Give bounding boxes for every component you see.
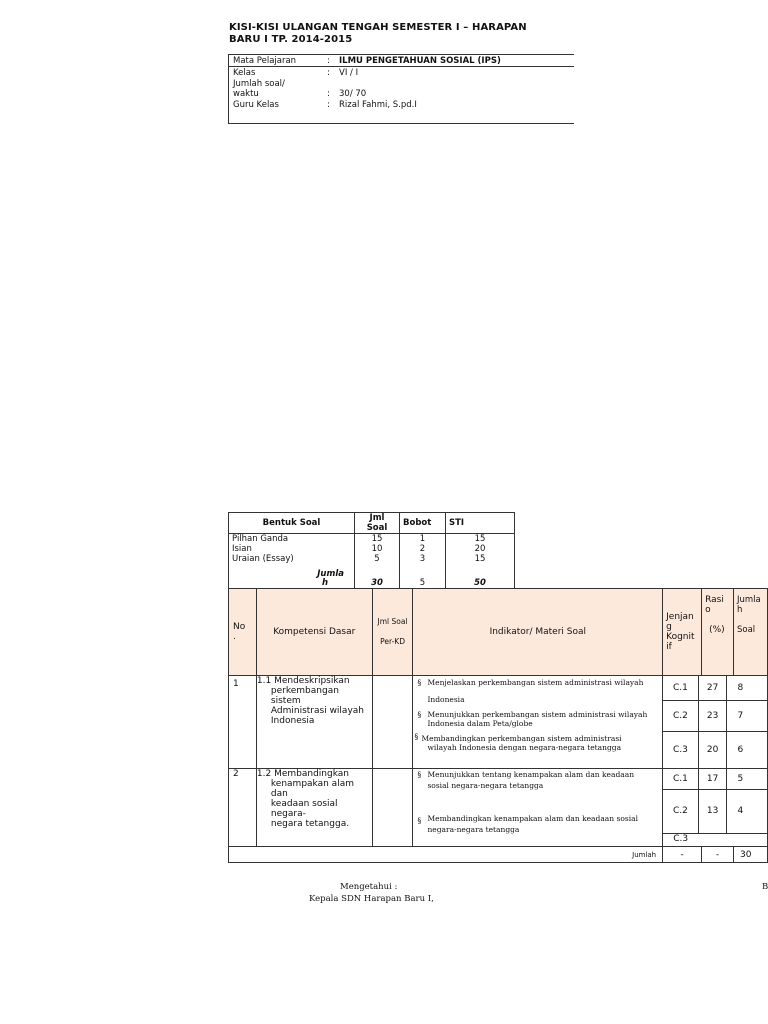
header-jml: Jml Soal Per-KD	[372, 589, 413, 676]
indikator-list	[413, 769, 663, 847]
info-separator	[229, 66, 574, 67]
bentuk-row: Isian 10 2 20	[229, 544, 515, 554]
header-jenjang: Jenjan g Kognit if	[663, 589, 702, 676]
header-jumlah: Jumla h Soal	[733, 589, 767, 676]
header-no: No .	[229, 589, 257, 676]
bentuk-jumlah-row: Jumla h 30 5 50	[229, 564, 515, 589]
document-title	[229, 22, 559, 46]
indikator-item: § Menunjukkan tentang kenampakan alam dan keadaan sosial negara-negara tetangga	[417, 770, 635, 790]
indikator-item: § Menjelaskan perkembangan sistem administrasi wilayah Indonesia	[417, 678, 644, 704]
signature-right-fragment: B	[762, 882, 768, 892]
signature-mengetahui: Mengetahui :	[340, 882, 398, 892]
kd-row-2: 2 1.2 Membandingkan kenampakan alam dan keadaan sosial negara- negara tetangga. § Menunjukkan tentang kenampakan alam dan keadaan sosial negara-negara tetangga § Membandingkan kenampakan alam dan keadaan sosial negara-negara tetangga C.1 17 5 C.2 13 4 C.3	[229, 769, 768, 847]
kd-row-1: 1 1.1 Mendeskripsikan perkembangan sistem Administrasi wilayah Indonesia § Menjelaskan perkembangan sistem administrasi wilayah Indonesia § Menunjukkan perkembangan sistem administrasi wilayah Indonesia dalam Peta/globe § Membandingkan perkembangan sistem administrasi wilayah Indonesia dengan negara-negara tetangga C.1 27 8 C.2 23 7 C.3 20 6	[229, 676, 768, 769]
indikator-item: § Menunjukkan perkembangan sistem administrasi wilayah Indonesia dalam Peta/globe	[417, 710, 648, 728]
signature-kepala: Kepala SDN Harapan Baru I,	[309, 894, 434, 904]
kd-text: 1.2 Membandingkan kenampakan alam dan keadaan sosial negara- negara tetangga.	[256, 769, 372, 847]
header-indikator: Indikator/ Materi Soal	[413, 589, 663, 676]
kd-text: 1.1 Mendeskripsikan perkembangan sistem Administrasi wilayah Indonesia	[256, 676, 372, 769]
kognitif-subtable: C.1 27 8 C.2 23 7 C.3 20 6	[663, 676, 767, 768]
header-rasio: Rasi o (%)	[702, 589, 734, 676]
main-header-row	[229, 589, 768, 676]
header-kd: Kompetensi Dasar	[256, 589, 372, 676]
info-box: Mata Pelajaran : ILMU PENGETAHUAN SOSIAL (IPS) Kelas : VI / I Jumlah soal/ waktu : 30/ 70 Guru Kelas : Rizal Fahmi, S.pd.I	[228, 54, 574, 124]
bentuk-header-row: Bentuk Soal Jml Soal Bobot STI	[229, 513, 515, 534]
indikator-item: § Membandingkan kenampakan alam dan keadaan sosial negara-negara tetangga	[417, 814, 638, 834]
bentuk-soal-table	[228, 512, 515, 600]
title-line-2: BARU I TP. 2014-2015	[229, 34, 353, 45]
bentuk-row: Pilhan Ganda 15 1 15	[229, 534, 515, 545]
bentuk-row: Uraian (Essay) 5 3 15	[229, 554, 515, 564]
title-line-1: KISI-KISI ULANGAN TENGAH SEMESTER I – HARAPAN	[229, 22, 527, 33]
indikator-item: § Membandingkan perkembangan sistem administrasi wilayah Indonesia dengan negara-negara tetangga	[414, 732, 622, 752]
kognitif-subtable: C.1 17 5 C.2 13 4 C.3	[663, 769, 767, 845]
indikator-list	[413, 676, 663, 769]
total-row: Jumlah - - 30	[229, 847, 768, 863]
kisi-kisi-table	[228, 588, 768, 863]
